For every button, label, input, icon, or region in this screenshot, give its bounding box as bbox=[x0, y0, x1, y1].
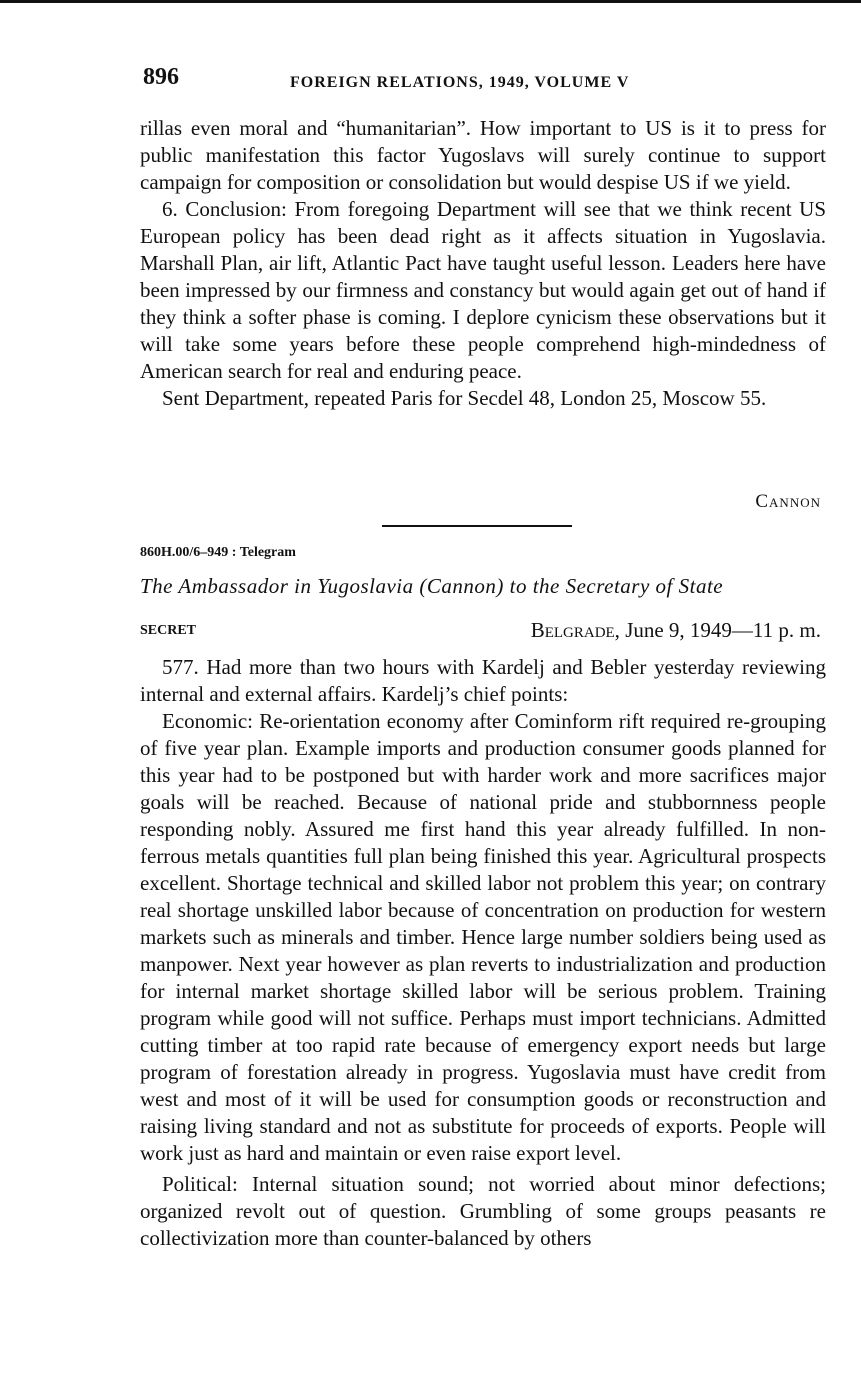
top-edge-line bbox=[0, 0, 861, 3]
dateline-place: Belgrade, bbox=[530, 618, 620, 642]
classification-label: SECRET bbox=[140, 623, 197, 638]
paragraph: Economic: Re-orientation economy after Cominform rift required re-grouping of five year plan. Example imports and production consumer goods planned for this year had to be postponed but with harder work and more sacrifices major goals will be reached. Because of national pride and stubbornness people responding nobly. Assured me first hand this year already fulfilled. In non-ferrous metals quantities full plan being finished this year. Agricultural prospects excellent. Shortage technical and skilled labor not problem this year; on contrary real shortage unskilled labor because of concentration on production for western markets such as minerals and timber. Hence large number soldiers being used as manpower. Next year however as plan reverts to industrialization and production for internal market shortage skilled labor will be serious problem. Training program while good will not suffice. Perhaps must import technicians. Admitted cutting timber at too rapid rate because of emergency export needs but large program of forestation already in progress. Yugoslavia must have credit from west and most of it will be used for consumption goods or reconstruction and raising living standard and not as substitute for proceeds of exports. People will work just as hard and maintain or even raise export level. bbox=[140, 709, 826, 1165]
paragraph: Sent Department, repeated Paris for Secdel 48, London 25, Moscow 55. bbox=[162, 386, 767, 410]
signature: Cannon bbox=[755, 491, 821, 512]
paragraph: rillas even moral and “humanitarian”. How important to US is it to press for public manifestation this factor Yugoslavs will surely continue to support campaign for composition or consolidation but would despise US if we yield. bbox=[140, 116, 826, 194]
running-head: FOREIGN RELATIONS, 1949, VOLUME V bbox=[290, 74, 630, 91]
paragraph: Political: Internal situation sound; not worried about minor defections; organized revolt out of question. Grumbling of some groups peasants re collectivization more than counter-balanced by others bbox=[140, 1172, 826, 1250]
paragraph: 577. Had more than two hours with Kardelj and Bebler yesterday reviewing internal and external affairs. Kardelj’s chief points: bbox=[140, 655, 826, 706]
dateline-date: June 9, 1949—11 p. m. bbox=[625, 618, 821, 642]
dateline bbox=[531, 618, 821, 643]
telegram-body bbox=[140, 654, 826, 1252]
telegram-continuation bbox=[140, 115, 826, 412]
document-title: The Ambassador in Yugoslavia (Cannon) to the Secretary of State bbox=[140, 574, 724, 598]
section-divider bbox=[382, 525, 572, 527]
page-number: 896 bbox=[143, 64, 179, 90]
paragraph: 6. Conclusion: From foregoing Department will see that we think recent US European policy has been dead right as it affects situation in Yugoslavia. Marshall Plan, air lift, Atlantic Pact have taught useful lesson. Leaders here have been impressed by our firmness and constancy but would again get out of hand if they think a softer phase is coming. I deplore cynicism these observations but it will take some years before these people comprehend high-mindedness of American search for real and enduring peace. bbox=[140, 197, 826, 383]
file-reference: 860H.00/6–949 : Telegram bbox=[140, 545, 296, 560]
page-header bbox=[143, 64, 833, 104]
